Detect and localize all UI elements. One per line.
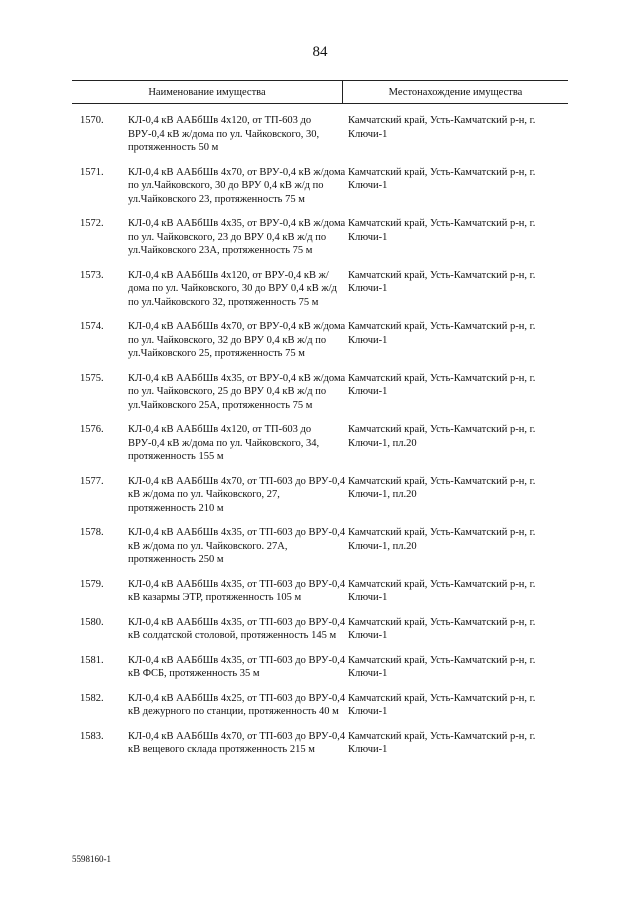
property-description: КЛ-0,4 кВ ААБбШв 4х120, от ТП-603 до ВРУ-0,4 кВ ж/дома по ул. Чайковского, 30, протяженность 50 м (128, 115, 320, 153)
property-location: Камчатский край, Усть-Камчатский р-н, г. Ключи-1 (348, 115, 536, 140)
row-number: 1583. (80, 730, 104, 742)
property-description: КЛ-0,4 кВ ААБбШв 4х70, от ТП-603 до ВРУ-0,4 кВ вещевого склада протяженность 215 м (128, 730, 346, 755)
property-description: КЛ-0,4 кВ ААБбШв 4х35, от ТП-603 до ВРУ-0,4 кВ казармы ЭТР, протяженность 105 м (128, 578, 346, 603)
row-number: 1576. (80, 424, 104, 435)
table-row (72, 616, 568, 643)
property-description: КЛ-0,4 кВ ААБбШв 4х35, от ТП-603 до ВРУ-0,4 кВ ФСБ, протяженность 35 м (128, 654, 346, 679)
table-row (72, 269, 568, 310)
property-location: Камчатский край, Усть-Камчатский р-н, г. Ключи-1 (348, 616, 536, 641)
table-row (72, 692, 568, 719)
table-row (72, 372, 568, 413)
property-description: КЛ-0,4 кВ ААБбШв 4х70, от ТП-603 до ВРУ-0,4 кВ ж/дома по ул. Чайковского, 27, протяженность 210 м (128, 475, 346, 514)
table-row (72, 166, 568, 207)
row-number: 1580. (80, 616, 104, 628)
page-number: 84 (312, 44, 328, 60)
table-row (72, 475, 568, 516)
table-row (72, 526, 568, 567)
row-number: 1570. (80, 115, 104, 126)
row-number: 1582. (80, 692, 104, 704)
table-row (72, 578, 568, 605)
property-list (72, 114, 568, 768)
property-description: КЛ-0,4 кВ ААБбШв 4х70, от ВРУ-0,4 кВ ж/дома по ул. Чайковского, 32 до ВРУ 0,4 кВ ж/д по ул.Чайковского 25, протяженность 75 м (128, 321, 346, 359)
table-header (72, 80, 568, 104)
property-location: Камчатский край, Усть-Камчатский р-н, г. Ключи-1 (348, 218, 536, 243)
row-number: 1571. (80, 166, 104, 178)
table-row (72, 423, 568, 464)
property-location: Камчатский край, Усть-Камчатский р-н, г. Ключи-1, пл.20 (348, 475, 536, 500)
row-number: 1572. (80, 218, 104, 229)
property-location: Камчатский край, Усть-Камчатский р-н, г. Ключи-1 (348, 269, 536, 294)
property-location: Камчатский край, Усть-Камчатский р-н, г. Ключи-1 (348, 578, 536, 603)
property-location: Камчатский край, Усть-Камчатский р-н, г. Ключи-1 (348, 372, 536, 397)
property-location: Камчатский край, Усть-Камчатский р-н, г. Ключи-1 (348, 321, 536, 346)
property-description: КЛ-0,4 кВ ААБбШв 4х35, от ВРУ-0,4 кВ ж/дома по ул. Чайковского, 25 до ВРУ 0,4 кВ ж/д по ул.Чайковского 25А, протяженность 75 м (128, 372, 346, 411)
table-row (72, 114, 568, 155)
row-number: 1575. (80, 372, 104, 384)
property-description: КЛ-0,4 кВ ААБбШв 4х70, от ВРУ-0,4 кВ ж/дома по ул.Чайковского, 30 до ВРУ 0,4 кВ ж/д по ул.Чайковского 23, протяженность 75 м (128, 166, 346, 205)
header-property-name: Наименование имущества (72, 81, 343, 103)
table-row (72, 730, 568, 757)
property-description: КЛ-0,4 кВ ААБбШв 4х25, от ТП-603 до ВРУ-0,4 кВ дежурного по станции, протяженность 40 м (128, 692, 346, 717)
row-number: 1577. (80, 475, 104, 487)
property-description: КЛ-0,4 кВ ААБбШв 4х35, от ТП-603 до ВРУ-0,4 кВ солдатской столовой, протяженность 145 м (128, 616, 346, 641)
document-code: 5598160-1 (72, 854, 111, 864)
table-row (72, 217, 568, 258)
property-description: КЛ-0,4 кВ ААБбШв 4х120, от ВРУ-0,4 кВ ж/дома по ул. Чайковского, 30 до ВРУ 0,4 кВ ж/д по ул.Чайковского 32, протяженность 75 м (128, 269, 337, 308)
table-row (72, 320, 568, 361)
property-location: Камчатский край, Усть-Камчатский р-н, г. Ключи-1 (348, 730, 536, 755)
property-description: КЛ-0,4 кВ ААБбШв 4х120, от ТП-603 до ВРУ-0,4 кВ ж/дома по ул. Чайковского, 34, протяженность 155 м (128, 424, 320, 462)
property-location: Камчатский край, Усть-Камчатский р-н, г. Ключи-1, пл.20 (348, 424, 536, 449)
row-number: 1573. (80, 269, 104, 281)
property-description: КЛ-0,4 кВ ААБбШв 4х35, от ТП-603 до ВРУ-0,4 кВ ж/дома по ул. Чайковского. 27А, протяженность 250 м (128, 527, 346, 565)
property-location: Камчатский край, Усть-Камчатский р-н, г. Ключи-1 (348, 166, 536, 191)
table-row (72, 654, 568, 681)
header-property-location: Местонахождение имущества (388, 86, 523, 98)
property-location: Камчатский край, Усть-Камчатский р-н, г. Ключи-1, пл.20 (348, 527, 536, 552)
property-description: КЛ-0,4 кВ ААБбШв 4х35, от ВРУ-0,4 кВ ж/дома по ул. Чайковского, 23 до ВРУ 0,4 кВ ж/д по ул.Чайковского 23А, протяженность 75 м (128, 218, 346, 256)
property-location: Камчатский край, Усть-Камчатский р-н, г. Ключи-1 (348, 692, 536, 717)
property-location: Камчатский край, Усть-Камчатский р-н, г. Ключи-1 (348, 654, 536, 679)
row-number: 1581. (80, 654, 104, 666)
row-number: 1574. (80, 321, 104, 332)
row-number: 1578. (80, 527, 104, 538)
row-number: 1579. (80, 578, 104, 590)
